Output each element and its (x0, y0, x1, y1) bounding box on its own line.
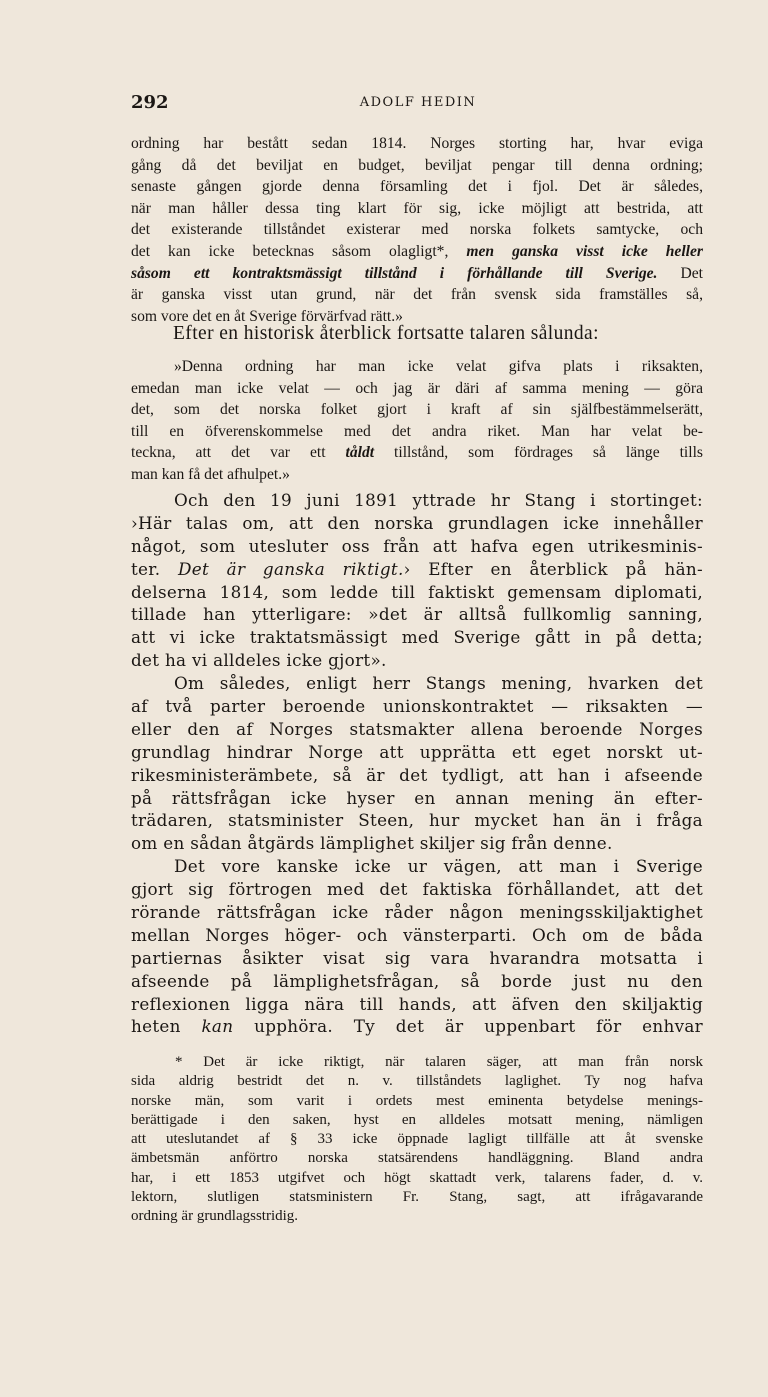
text-line (131, 442, 703, 464)
text-line: tillade han ytterligare: »det är alltså fullkomlig sanning, (131, 604, 703, 625)
footnote-line: ordning är grundlagsstridig. (131, 1208, 299, 1225)
footnote-line: ämbetsmän anförtro norska statsärendens handläggning. Bland andra (131, 1150, 703, 1167)
text-line: gång då det beviljat en budget, beviljat pengar till denna ordning; (131, 156, 703, 174)
text-line: om en sådan åtgärds lämplighet skiljer sig från denne. (131, 833, 613, 854)
emphasis-text: såsom ett kontraktsmässigt tillstånd i förhållande till Sverige. (131, 264, 658, 282)
text-line: af två parter beroende unionskontraktet — riksakten — (131, 696, 703, 717)
text-line (131, 263, 703, 285)
text-line: afseende på lämplighetsfrågan, så borde just nu den (131, 970, 703, 991)
text-line: man kan få det afhulpet.» (131, 465, 290, 483)
text-line: delserna 1814, som ledde till faktiskt gemensam diplomati, (131, 581, 703, 602)
text-line: partiernas åsikter visat sig vara hvarandra motsatta i (131, 947, 703, 968)
emphasis-text: tåldt (345, 444, 375, 462)
emphasis-text: kan (201, 1016, 234, 1037)
text-line (131, 558, 703, 581)
text-line: Om således, enligt herr Stangs mening, hvarken det (174, 673, 703, 694)
text-span: Det (657, 264, 703, 282)
page-header (131, 92, 705, 116)
text-span: › Efter en återblick på hän- (403, 558, 703, 579)
footnote-line: * Det är icke riktigt, när talaren säger, att man från norsk (175, 1054, 703, 1070)
text-line: Det vore kanske icke ur vägen, att man i Sverige (174, 856, 703, 877)
text-span: det kan icke betecknas såsom olagligt*, (131, 242, 467, 260)
text-line: senaste gången gjorde denna församling det i fjol. Det är således, (131, 178, 703, 196)
text-line: Och den 19 juni 1891 yttrade hr Stang i stortinget: (174, 490, 703, 510)
text-line: eller den af Norges statsmakter allena beroende Norges (131, 718, 703, 739)
text-span: tillstånd, som fördrages så länge tills (374, 444, 703, 462)
text-line (131, 1015, 703, 1038)
emphasis-text: men ganska visst icke heller (466, 242, 703, 260)
text-line: det existerande tillståndet existerar med norska folkets samtycke, och (131, 221, 703, 239)
text-line: trädaren, statsminister Steen, hur mycket han än i fråga (131, 810, 703, 831)
text-line: rörande rättsfrågan icke råder någon meningsskiljaktighet (131, 902, 703, 923)
text-line: rikesministerämbete, så är det tydligt, att han i afseende (131, 764, 703, 785)
emphasis-text: Det är ganska riktigt. (178, 558, 404, 579)
text-line: det ha vi alldeles icke gjort». (131, 650, 387, 671)
footnote-line: lektorn, slutligen statsministern Fr. Stang, sagt, att ifrågavarande (131, 1189, 703, 1206)
text-line: mellan Norges höger- och vänsterparti. Och om de båda (131, 924, 703, 945)
text-line: ordning har bestått sedan 1814. Norges storting har, hvar eviga (131, 135, 703, 152)
text-line: gjort sig förtrogen med det faktiska förhållandet, att det (131, 879, 703, 900)
text-line: som vore det en åt Sverige förvärfvad rätt.» (131, 307, 403, 325)
section-heading: Efter en historisk återblick fortsatte talaren sålunda: (173, 323, 599, 344)
text-line: när man håller dessa ting klart för sig, icke möjligt att bestrida, att (131, 199, 703, 217)
text-line: reflexionen ligga nära till hands, att äfven den skiljaktig (131, 993, 703, 1014)
quote-paragraph-1 (131, 133, 703, 327)
running-title: ADOLF HEDIN (359, 95, 477, 110)
text-span: teckna, att det var ett (131, 444, 346, 462)
text-span: heten (131, 1016, 202, 1037)
text-line: emedan man icke velat — och jag är däri af samma mening — göra (131, 379, 703, 397)
text-span: ter. (131, 558, 179, 579)
text-line: det, som det norska folket gjort i kraft af sin själfbestämmelserätt, (131, 401, 703, 419)
text-span: upphöra. Ty det är uppenbart för enhvar (233, 1016, 703, 1037)
text-line: ›Här talas om, att den norska grundlagen icke innehåller (131, 512, 703, 533)
quote-paragraph-2 (131, 356, 703, 486)
text-line: »Denna ordning har man icke velat gifva plats i riksakten, (174, 358, 703, 375)
footnote-line: norske män, som varit i ordets mest eminenta betydelse menings- (131, 1092, 703, 1109)
body-text (131, 489, 703, 1038)
text-line: något, som utesluter oss från att hafva egen utrikesminis- (131, 535, 703, 556)
text-line (131, 241, 703, 263)
footnote-line: har, i ett 1853 utgifvet och högt skattadt verk, talarens fader, d. v. (131, 1169, 703, 1186)
text-line: grundlag hindrar Norge att upprätta ett eget norskt ut- (131, 741, 703, 762)
text-line: är ganska visst utan grund, när det från svensk sida framställes så, (131, 286, 703, 304)
text-line: till en öfverenskommelse med det andra riket. Man har velat be- (131, 422, 703, 440)
footnote-line: berättigade i den saken, hyst en alldeles motsatt mening, nämligen (131, 1111, 703, 1128)
footnote-line: sida aldrig bestridt det n. v. tillståndets laglighet. Ty nog hafva (131, 1073, 703, 1090)
text-line: på rättsfrågan icke hyser en annan mening än efter- (131, 787, 703, 808)
text-line: att vi icke traktatsmässigt med Sverige gått in på detta; (131, 627, 703, 648)
page-number: 292 (131, 92, 169, 113)
footnote (131, 1053, 703, 1227)
footnote-line: att uteslutandet af § 33 icke öppnade lagligt tillfälle att åt svenske (131, 1131, 703, 1148)
